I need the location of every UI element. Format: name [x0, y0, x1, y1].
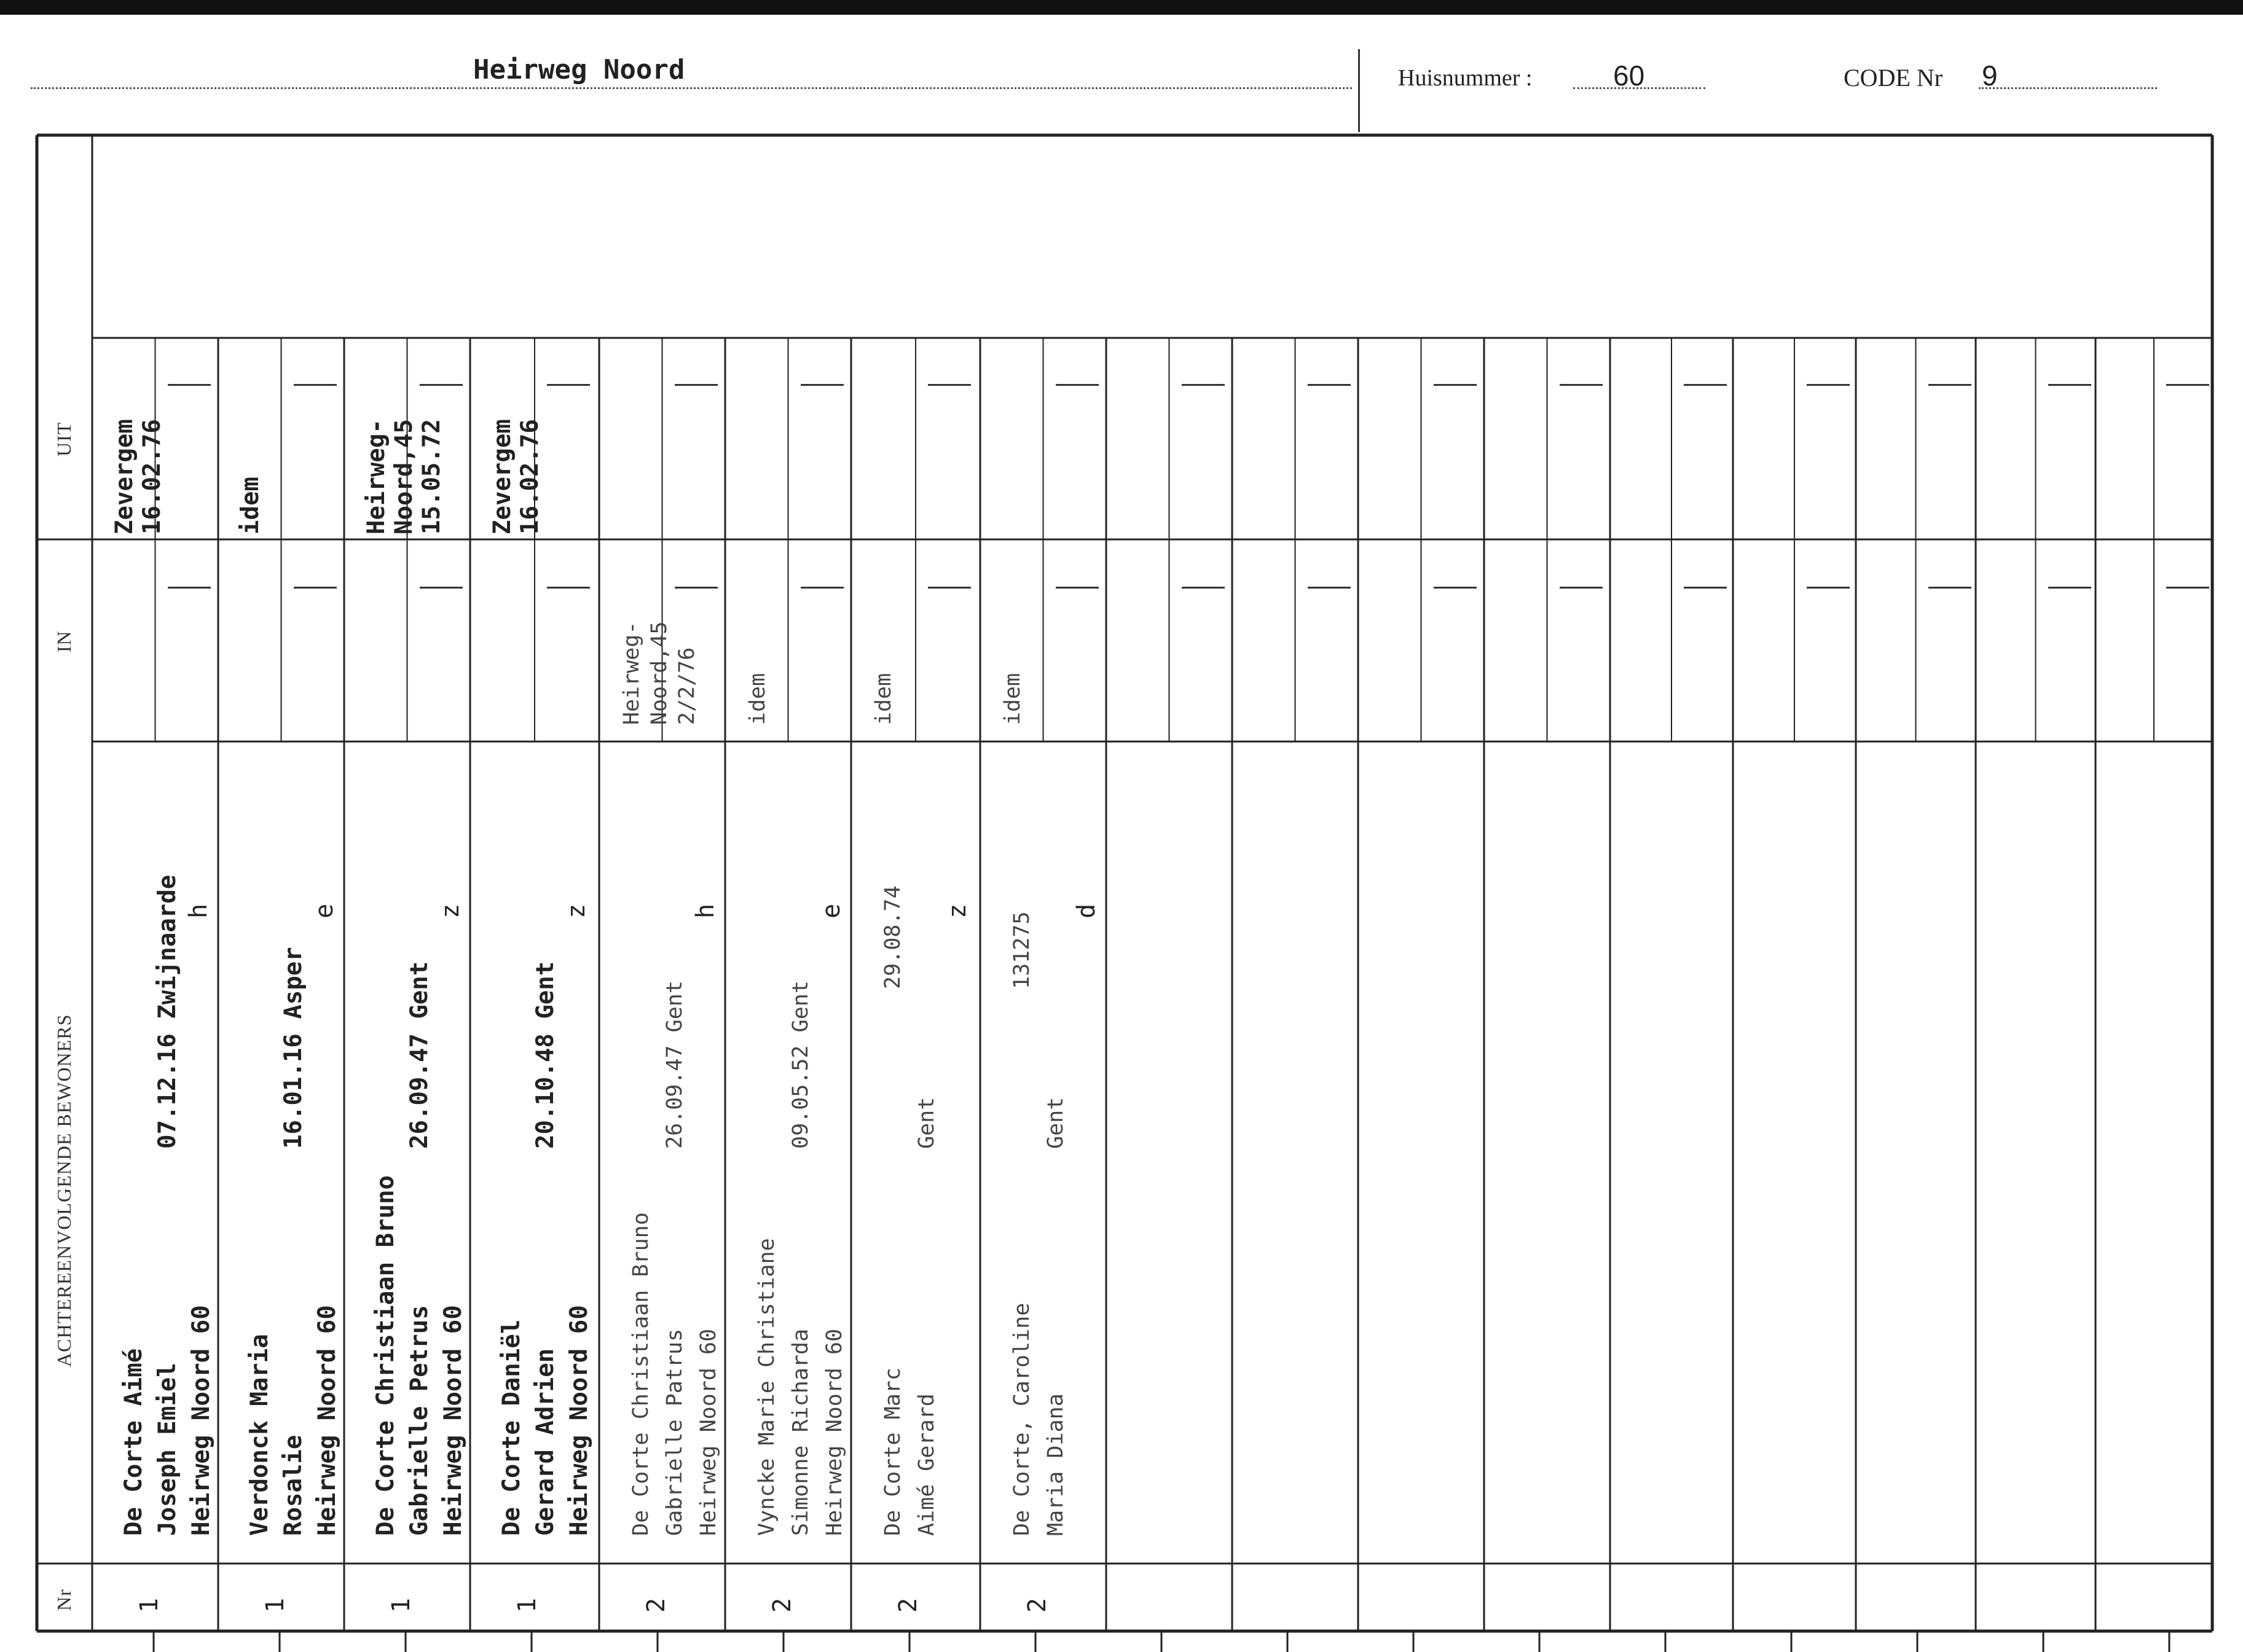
- resident-mark: e: [310, 903, 339, 918]
- empty-cell-dash: [801, 384, 844, 386]
- resident-mark: h: [184, 903, 213, 918]
- entry-nr: 1: [261, 1597, 289, 1613]
- resident-name-line: Heirweg Noord 60: [313, 1305, 341, 1536]
- resident-birth: 26.09.47 Gent: [406, 961, 433, 1149]
- resident-name-line: De Corte, Caroline: [1010, 1302, 1034, 1536]
- resident-name-line: Verdonck Maria: [246, 1334, 273, 1536]
- resident-name-line: Rosalie: [280, 1435, 307, 1536]
- uit-entry: Zevergem: [489, 419, 516, 534]
- empty-cell-dash: [1182, 587, 1225, 589]
- empty-cell-dash: [928, 587, 971, 589]
- nr-column-label: Nr: [53, 1589, 75, 1611]
- empty-cell-dash: [1560, 587, 1603, 589]
- in-entry: 2/2/76: [675, 647, 699, 725]
- street-name: Heirweg Noord: [473, 54, 685, 85]
- empty-cell-dash: [1182, 384, 1225, 386]
- resident-name-line: De Corte Aimé: [120, 1348, 147, 1536]
- uit-row-label: UIT: [53, 421, 75, 456]
- resident-name-line: Heirweg Noord 60: [822, 1328, 847, 1536]
- resident-birth: 09.05.52 Gent: [788, 981, 813, 1149]
- entry-nr: 2: [894, 1597, 922, 1613]
- empty-cell-dash: [420, 587, 463, 589]
- empty-cell-dash: [675, 384, 718, 386]
- empty-cell-dash: [1308, 384, 1351, 386]
- empty-cell-dash: [1056, 384, 1099, 386]
- empty-cell-dash: [1434, 384, 1477, 386]
- empty-cell-dash: [294, 384, 337, 386]
- in-entry: idem: [745, 673, 770, 725]
- empty-cell-dash: [2166, 587, 2209, 589]
- empty-cell-dash: [1434, 587, 1477, 589]
- uit-entry: 16.02.76: [138, 419, 166, 534]
- empty-cell-dash: [2048, 384, 2091, 386]
- resident-name-line: De Corte Christiaan Bruno: [629, 1212, 653, 1536]
- empty-cell-dash: [547, 587, 590, 589]
- empty-cell-dash: [168, 384, 211, 386]
- resident-mark: h: [691, 903, 720, 918]
- resident-date: 29.08.74: [881, 885, 905, 989]
- resident-name-line: De Corte Daniël: [498, 1319, 525, 1536]
- resident-name-line: Heirweg Noord 60: [439, 1305, 467, 1536]
- house-number-value: 60: [1613, 60, 1645, 92]
- resident-mark: z: [562, 903, 591, 918]
- empty-cell-dash: [1928, 587, 1971, 589]
- empty-cell-dash: [1684, 384, 1727, 386]
- resident-name-line: Joseph Emiel: [154, 1363, 181, 1536]
- uit-entry: 16.02.76: [516, 419, 544, 534]
- resident-birth: Gent: [1043, 1097, 1068, 1149]
- in-entry: Noord,45: [647, 621, 672, 725]
- entry-nr: 2: [642, 1597, 670, 1613]
- resident-name-line: Gabrielle Patrus: [662, 1328, 687, 1536]
- empty-cell-dash: [2166, 384, 2209, 386]
- entry-nr: 1: [513, 1597, 541, 1613]
- empty-cell-dash: [547, 384, 590, 386]
- resident-mark: d: [1072, 903, 1101, 918]
- uit-entry: Noord,45: [390, 419, 418, 534]
- resident-birth: 07.12.16 Zwijnaarde: [154, 874, 181, 1149]
- entry-nr: 2: [768, 1597, 796, 1613]
- resident-name-line: Gerard Adrien: [532, 1348, 559, 1536]
- entry-nr: 2: [1023, 1597, 1051, 1613]
- resident-name-line: Vyncke Marie Christiane: [755, 1238, 779, 1536]
- empty-cell-dash: [801, 587, 844, 589]
- uit-entry: 15.05.72: [418, 419, 446, 534]
- uit-entry: Heirweg-: [363, 419, 390, 534]
- empty-cell-dash: [1056, 587, 1099, 589]
- resident-birth: Gent: [914, 1097, 939, 1149]
- empty-cell-dash: [1684, 587, 1727, 589]
- empty-cell-dash: [675, 587, 718, 589]
- resident-name-line: Aimé Gerard: [914, 1393, 939, 1536]
- code-value: 9: [1982, 60, 1998, 92]
- in-row-label: IN: [53, 630, 75, 652]
- uit-entry: Zevergem: [111, 419, 138, 534]
- resident-name-line: Heirweg Noord 60: [187, 1305, 215, 1536]
- resident-name-line: Heirweg Noord 60: [696, 1328, 721, 1536]
- resident-birth: 20.10.48 Gent: [532, 961, 559, 1149]
- code-label: CODE Nr: [1844, 64, 1943, 92]
- in-entry: Heirweg-: [619, 621, 644, 725]
- resident-mark: e: [817, 903, 846, 918]
- resident-name-line: Gabrielle Petrus: [406, 1305, 433, 1536]
- resident-name-line: De Corte Christiaan Bruno: [372, 1175, 399, 1536]
- house-number-label: Huisnummer :: [1398, 65, 1533, 91]
- empty-cell-dash: [1928, 384, 1971, 386]
- empty-cell-dash: [928, 384, 971, 386]
- empty-cell-dash: [294, 587, 337, 589]
- resident-mark: z: [943, 903, 972, 918]
- resident-name-line: Maria Diana: [1043, 1393, 1068, 1536]
- resident-birth: 16.01.16 Asper: [280, 947, 307, 1149]
- resident-birth: 26.09.47 Gent: [662, 981, 687, 1149]
- empty-cell-dash: [168, 587, 211, 589]
- in-entry: idem: [871, 673, 896, 725]
- empty-cell-dash: [2048, 587, 2091, 589]
- empty-cell-dash: [1560, 384, 1603, 386]
- resident-date: 131275: [1010, 911, 1034, 989]
- empty-cell-dash: [1308, 587, 1351, 589]
- entry-nr: 1: [135, 1597, 163, 1613]
- empty-cell-dash: [1807, 384, 1850, 386]
- residents-row-label: ACHTEREENVOLGENDE BEWONERS: [53, 1014, 75, 1367]
- resident-name-line: Simonne Richarda: [788, 1328, 813, 1536]
- resident-name-line: De Corte Marc: [881, 1368, 905, 1536]
- empty-cell-dash: [1807, 587, 1850, 589]
- uit-entry: idem: [237, 477, 264, 534]
- in-entry: idem: [1000, 673, 1025, 725]
- empty-cell-dash: [420, 384, 463, 386]
- resident-mark: z: [436, 903, 465, 918]
- resident-name-line: Heirweg Noord 60: [565, 1305, 593, 1536]
- entry-nr: 1: [387, 1597, 415, 1613]
